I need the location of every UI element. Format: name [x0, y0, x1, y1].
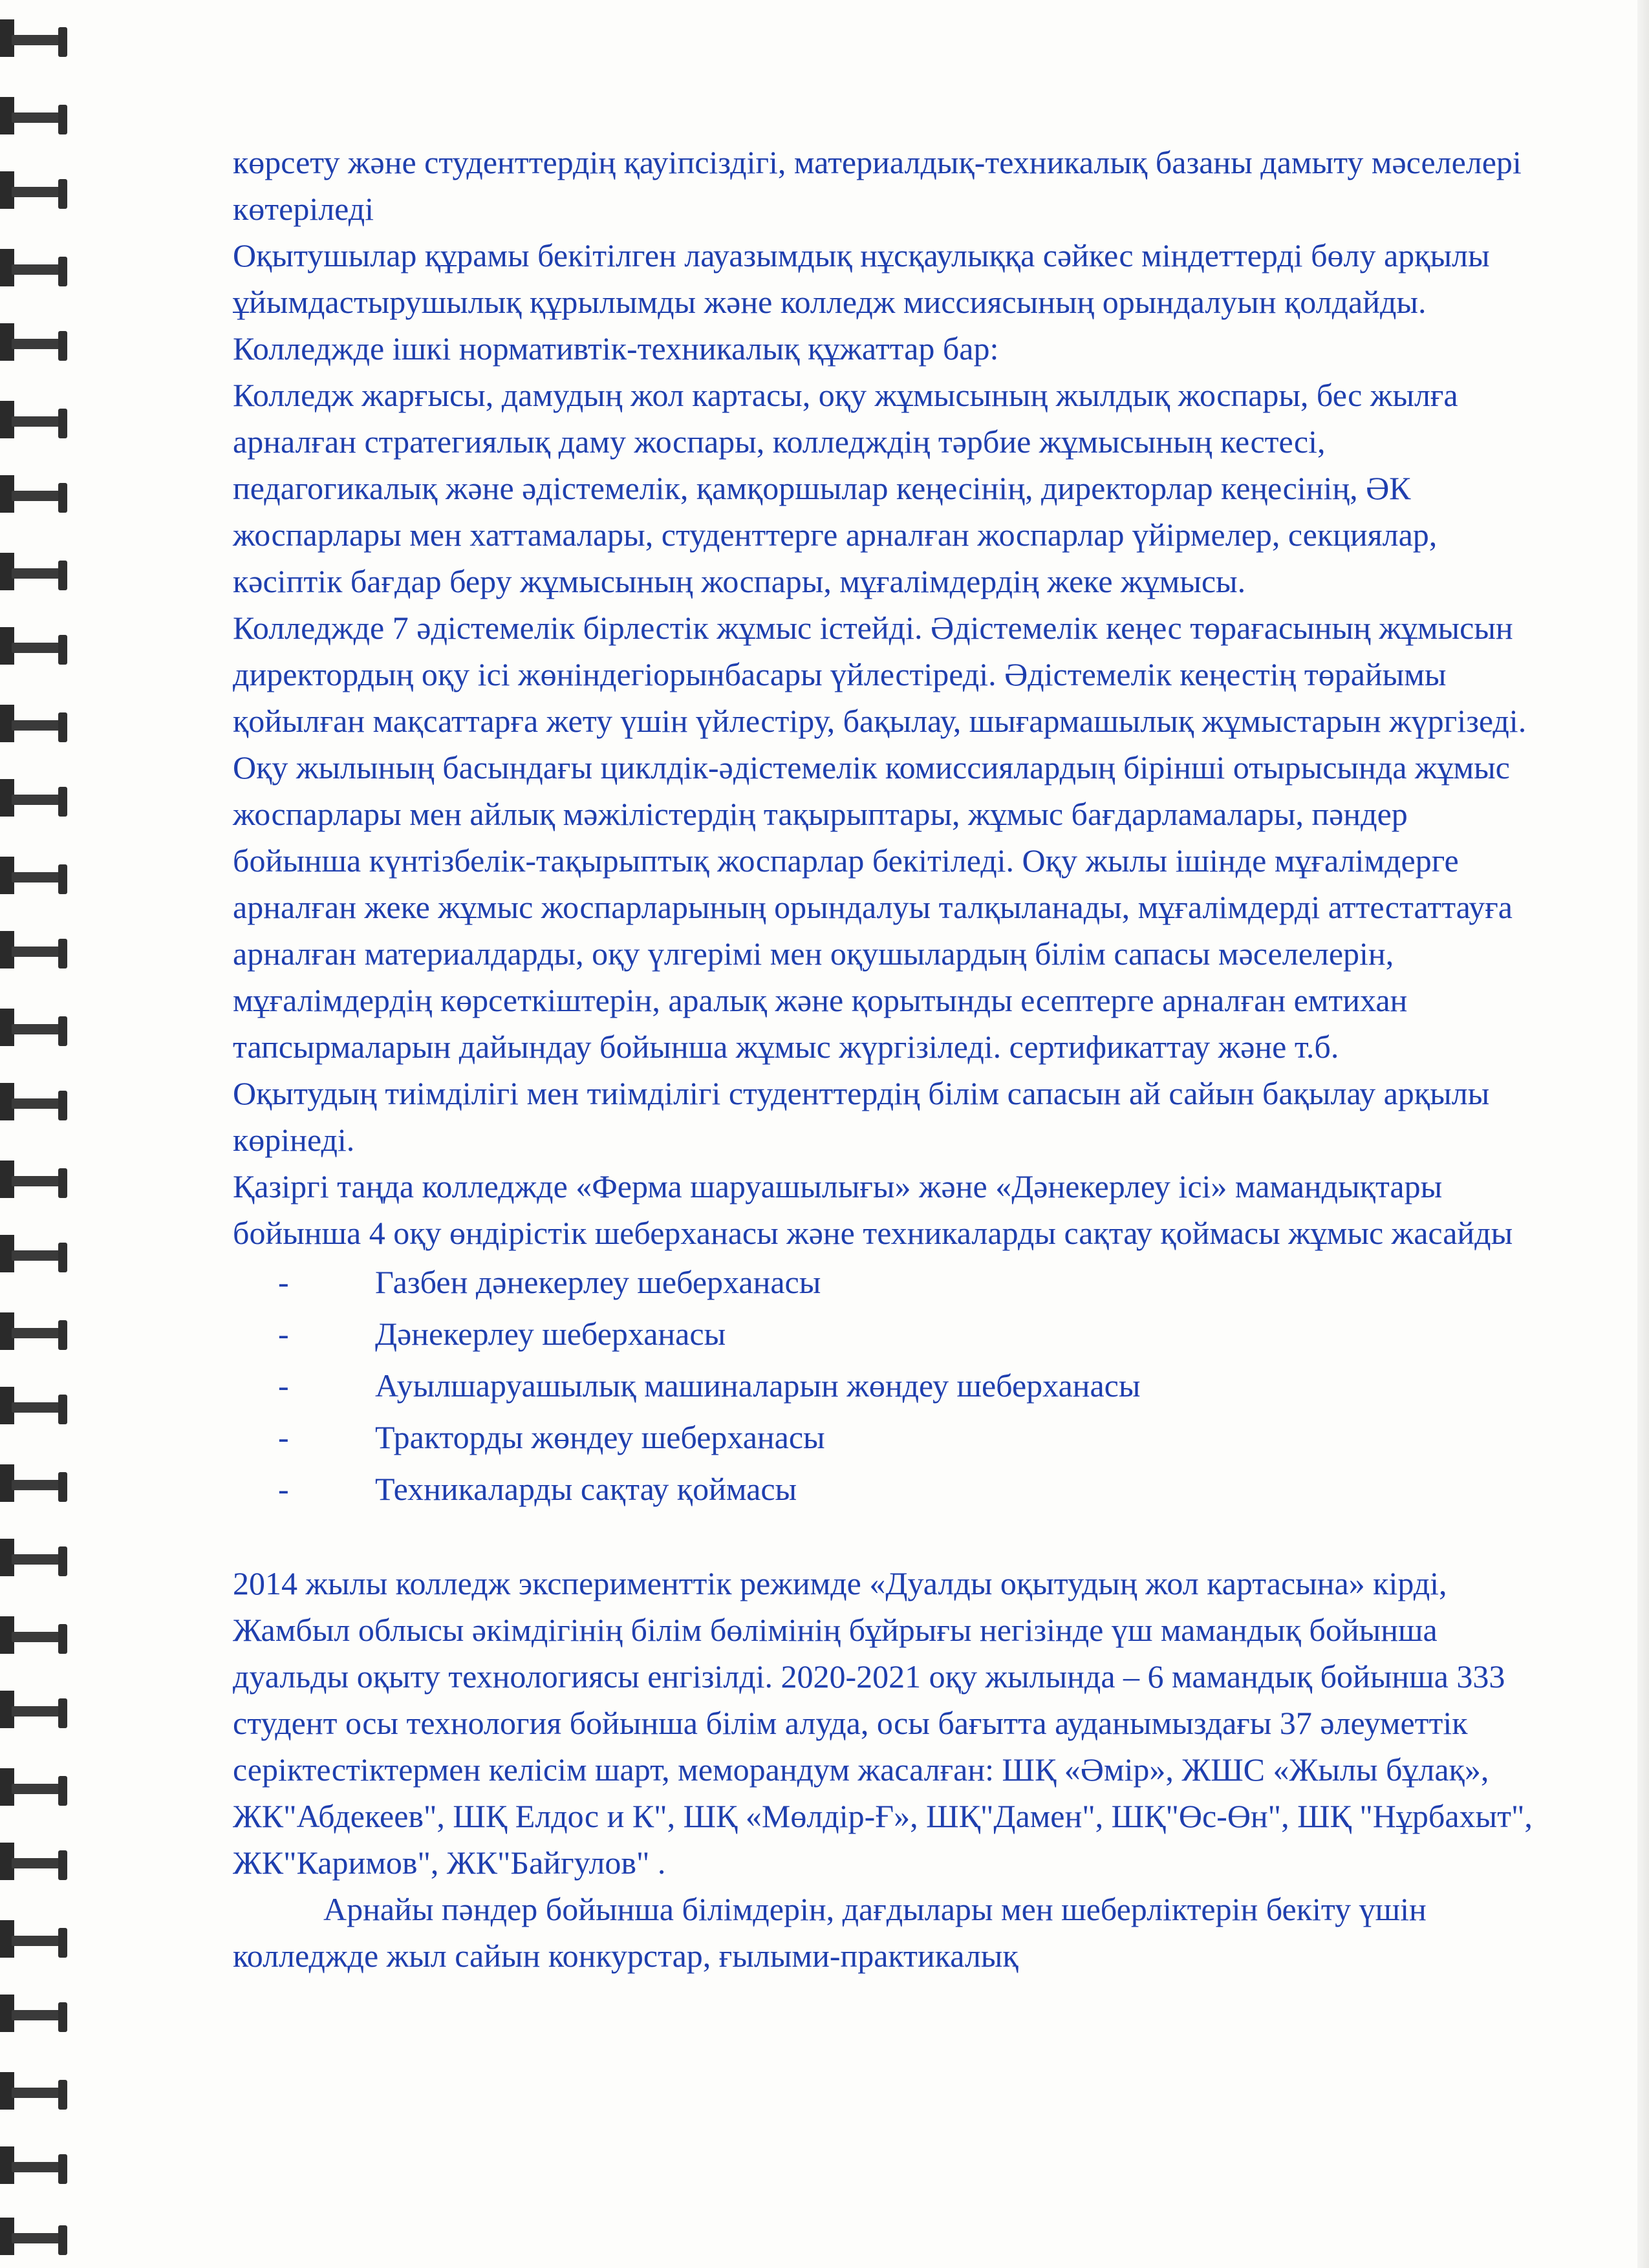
paragraph: Оқытушылар құрамы бекітілген лауазымдық нұсқаулыққа сәйкес міндеттерді бөлу арқылы ұйымдастырушылық құрылымды және колледж миссиясының орындалуын қолдайды.	[233, 237, 1490, 320]
paragraph: 2014 жылы колледж эксперименттік режимде «Дуалды оқытудың жол картасына» кірді, Жамбыл облысы әкімдігінің білім бөлімінің бұйрығы негізінде үш мамандық бойынша дуальды оқыту технологиясы енгізілді. 2020-2021 оқу жылында – 6 мамандық бойынша 333 студент осы технология бойынша білім алуда, осы бағытта ауданымыздағы 37 әлеуметтік серіктестіктермен келісім шарт, меморандум жасалған: ШҚ «Әмір», ЖШС «Жылы бұлақ», ЖК"Абдекеев", ШҚ Елдос и К", ШҚ «Мөлдір-Ғ», ШҚ"Дамен", ШҚ"Өс-Өн", ШҚ "Нұрбахыт", ЖК"Каримов", ЖК"Байгулов" .	[233, 1565, 1533, 1881]
workshop-list	[233, 1256, 1533, 1515]
list-item	[278, 1360, 1533, 1411]
paragraph: Қазіргі таңда колледжде «Ферма шаруашылығы» және «Дәнекерлеу ісі» мамандықтары бойынша 4 оқу өндірістік шеберханасы және техникаларды сақтау қоймасы жұмыс жасайды	[233, 1168, 1513, 1251]
list-item-text: Ауылшаруашылық машиналарын жөндеу шеберханасы	[375, 1367, 1141, 1404]
binding-ring	[0, 779, 72, 817]
binding-ring	[0, 857, 72, 894]
list-item-text: Дәнекерлеу шеберханасы	[375, 1316, 726, 1352]
binding-ring	[0, 1995, 72, 2032]
binding-ring	[0, 1009, 72, 1046]
spiral-binding	[0, 0, 84, 2268]
binding-ring	[0, 931, 72, 968]
binding-ring	[0, 19, 72, 57]
binding-ring	[0, 2218, 72, 2255]
list-marker: -	[278, 1419, 289, 1455]
list-item-text: Техникаларды сақтау қоймасы	[375, 1471, 797, 1507]
binding-ring	[0, 1843, 72, 1880]
binding-ring	[0, 1387, 72, 1424]
list-marker: -	[278, 1367, 289, 1404]
paragraph: Колледж жарғысы, дамудың жол картасы, оқу жұмысының жылдық жоспары, бес жылға арналған стратегиялық даму жоспары, колледждің тәрбие жұмысының кестесі, педагогикалық және әдістемелік, қамқоршылар кеңесінің, директорлар кеңесінің, ӘК жоспарлары мен хаттамалары, студенттерге арналған жоспарлар үйірмелер, секциялар, кәсіптік бағдар беру жұмысының жоспары, мұғалімдердің жеке жұмысы.	[233, 377, 1458, 599]
paragraph: Оқу жылының басындағы циклдік-әдістемелік комиссиялардың бірінші отырысында жұмыс жоспарлары мен айлық мәжілістердің тақырыптары, жұмыс бағдарламалары, пәндер бойынша күнтізбелік-тақырыптық жоспарлар бекітіледі. Оқу жылы ішінде мұғалімдерге арналған жеке жұмыс жоспарларының орындалуы талқыланады, мұғалімдерді аттестаттауға арналған материалдарды, оқу үлгерімі мен оқушылардың білім сапасы мәселелерін, мұғалімдердің көрсеткіштерін, аралық және қорытынды есептерге арналған емтихан тапсырмаларын дайындау бойынша жұмыс жүргізіледі. сертификаттау және т.б.	[233, 749, 1513, 1065]
binding-ring	[0, 249, 72, 286]
binding-ring	[0, 1768, 72, 1806]
list-marker: -	[278, 1264, 289, 1300]
binding-ring	[0, 1539, 72, 1576]
binding-ring	[0, 2072, 72, 2110]
binding-ring	[0, 1691, 72, 1728]
binding-ring	[0, 323, 72, 361]
list-item-text: Тракторды жөндеу шеберханасы	[375, 1419, 825, 1455]
binding-ring	[0, 1920, 72, 1958]
paragraph: Оқытудың тиімділігі мен тиімділігі студенттердің білім сапасын ай сайын бақылау арқылы көрінеді.	[233, 1075, 1490, 1158]
list-item-text: Газбен дәнекерлеу шеберханасы	[375, 1264, 821, 1300]
list-marker: -	[278, 1316, 289, 1352]
binding-ring	[0, 1464, 72, 1502]
binding-ring	[0, 401, 72, 438]
binding-ring	[0, 1312, 72, 1350]
binding-ring	[0, 627, 72, 665]
page-edge	[1637, 0, 1649, 2268]
list-marker: -	[278, 1471, 289, 1507]
paragraph: Колледжде 7 әдістемелік бірлестік жұмыс істейді. Әдістемелік кеңес төрағасының жұмысын директордың оқу ісі жөніндегіорынбасары үйлестіреді. Әдістемелік кеңестің төрайымы қойылған мақсаттарға жету үшін үйлестіру, бақылау, шығармашылық жұмыстарын жүргізеді.	[233, 610, 1527, 739]
binding-ring	[0, 97, 72, 134]
binding-ring	[0, 1616, 72, 1654]
binding-ring	[0, 2146, 72, 2184]
paragraph: Колледжде ішкі нормативтік-техникалық құжаттар бар:	[233, 330, 999, 367]
paragraph: көрсету және студенттердің қауіпсіздігі, материалдық-техникалық базаны дамыту мәселелері көтеріледі	[233, 144, 1522, 227]
list-item	[278, 1463, 1533, 1515]
document-body	[233, 139, 1533, 1979]
binding-ring	[0, 171, 72, 209]
binding-ring	[0, 1235, 72, 1272]
list-item	[278, 1308, 1533, 1360]
binding-ring	[0, 475, 72, 513]
paragraph: Арнайы пәндер бойынша білімдерін, дағдылары мен шеберліктерін бекіту үшін колледжде жыл сайын конкурстар, ғылыми-практикалық	[233, 1891, 1427, 1974]
binding-ring	[0, 1161, 72, 1198]
list-item	[278, 1411, 1533, 1463]
list-item	[278, 1256, 1533, 1308]
binding-ring	[0, 553, 72, 590]
binding-ring	[0, 1083, 72, 1120]
binding-ring	[0, 705, 72, 742]
